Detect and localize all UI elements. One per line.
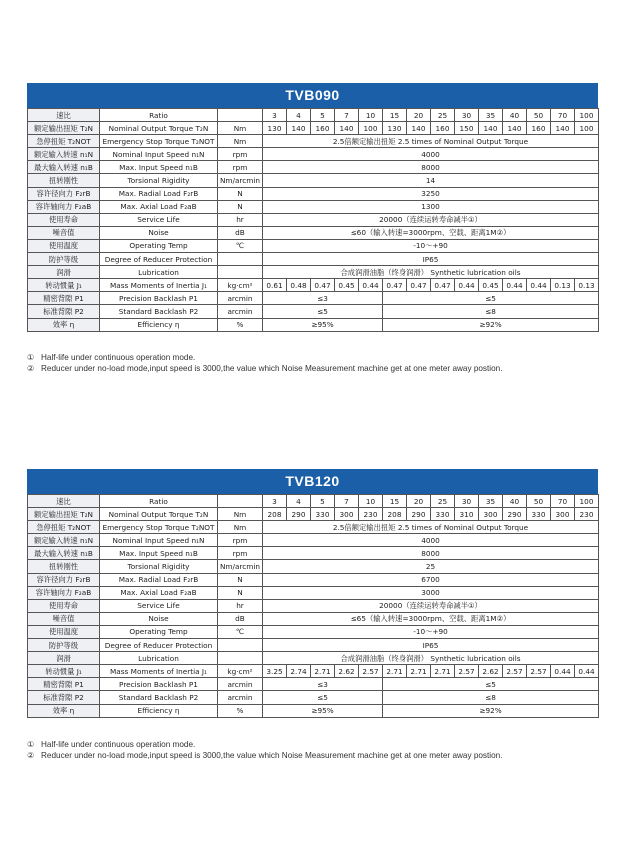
value-cell: 0.44 — [455, 279, 479, 292]
table-row-life — [28, 213, 599, 226]
row-label-en: Max. Axial Load F₂aB — [100, 200, 218, 213]
row-label-cn: 噪音值 — [28, 226, 100, 239]
ratio-header-cell: 35 — [479, 495, 503, 508]
table-row-lubrication — [28, 652, 599, 665]
row-label-cn: 容许轴向力 F₂aB — [28, 200, 100, 213]
row-unit: dB — [218, 226, 263, 239]
table-row-inertia — [28, 279, 599, 292]
value-cell-single-stage: ≤5 — [263, 691, 383, 704]
value-cell: 0.44 — [503, 279, 527, 292]
row-label-en: Service Life — [100, 213, 218, 226]
row-unit: kg·cm² — [218, 279, 263, 292]
row-unit — [218, 109, 263, 122]
value-cell: 0.44 — [527, 279, 551, 292]
row-label-en: Precision Backlash P1 — [100, 292, 218, 305]
value-cell-merged: 8000 — [263, 547, 599, 560]
value-cell: 208 — [263, 508, 287, 521]
value-cell: 0.44 — [359, 279, 383, 292]
row-label-cn: 扭转刚性 — [28, 174, 100, 187]
value-cell: 2.71 — [383, 665, 407, 678]
ratio-header-cell: 30 — [455, 109, 479, 122]
value-cell: 300 — [479, 508, 503, 521]
value-cell: 290 — [503, 508, 527, 521]
value-cell: 2.71 — [311, 665, 335, 678]
table-row-torque — [28, 508, 599, 521]
table-row-ratio — [28, 495, 599, 508]
row-label-cn: 防护等级 — [28, 639, 100, 652]
row-label-cn: 额定输入转速 n₁N — [28, 148, 100, 161]
table-row-backlash2 — [28, 691, 599, 704]
value-cell-merged: IP65 — [263, 253, 599, 266]
row-label-cn: 标准背隙 P2 — [28, 691, 100, 704]
row-label-cn: 使用温度 — [28, 625, 100, 638]
table-row-protection — [28, 639, 599, 652]
row-unit: Nm — [218, 135, 263, 148]
value-cell: 2.62 — [335, 665, 359, 678]
row-unit: N — [218, 200, 263, 213]
row-unit: % — [218, 318, 263, 331]
row-label-cn: 速比 — [28, 495, 100, 508]
table-row-axial — [28, 586, 599, 599]
ratio-header-cell: 70 — [551, 109, 575, 122]
table-row-torque — [28, 122, 599, 135]
row-unit: Nm/arcmin — [218, 560, 263, 573]
value-cell: 0.13 — [551, 279, 575, 292]
row-label-en: Ratio — [100, 109, 218, 122]
row-label-cn: 最大输入转速 n₁B — [28, 547, 100, 560]
table-row-noise — [28, 226, 599, 239]
value-cell: 150 — [455, 122, 479, 135]
row-label-en: Max. Input Speed n₁B — [100, 161, 218, 174]
value-cell: 2.71 — [407, 665, 431, 678]
value-cell: 2.57 — [455, 665, 479, 678]
value-cell-double-stage: ≥92% — [383, 704, 599, 717]
value-cell-merged: 1300 — [263, 200, 599, 213]
table-row-temp — [28, 239, 599, 252]
row-label-cn: 防护等级 — [28, 253, 100, 266]
ratio-header-cell: 40 — [503, 109, 527, 122]
value-cell: 140 — [503, 122, 527, 135]
row-unit: % — [218, 704, 263, 717]
row-label-en: Nominal Input Speed n₁N — [100, 534, 218, 547]
table-row-backlash1 — [28, 292, 599, 305]
value-cell-merged: 4000 — [263, 148, 599, 161]
value-cell-merged: 合成润滑油脂（终身润滑） Synthetic lubrication oils — [263, 266, 599, 279]
row-unit: rpm — [218, 148, 263, 161]
table-row-axial — [28, 200, 599, 213]
value-cell: 300 — [335, 508, 359, 521]
ratio-header-cell: 50 — [527, 109, 551, 122]
ratio-header-cell: 100 — [575, 495, 599, 508]
ratio-header-cell: 10 — [359, 495, 383, 508]
spec-block-tvb120 — [27, 469, 598, 718]
table-row-inertia — [28, 665, 599, 678]
value-cell-merged: 20000（连续运转寿命减半①） — [263, 213, 599, 226]
row-label-en: Lubrication — [100, 652, 218, 665]
value-cell-single-stage: ≤3 — [263, 678, 383, 691]
value-cell: 160 — [527, 122, 551, 135]
ratio-header-cell: 4 — [287, 495, 311, 508]
value-cell: 140 — [287, 122, 311, 135]
row-label-en: Degree of Reducer Protection — [100, 639, 218, 652]
row-label-en: Torsional Rigidity — [100, 174, 218, 187]
value-cell: 2.71 — [431, 665, 455, 678]
value-cell: 300 — [551, 508, 575, 521]
row-unit — [218, 266, 263, 279]
row-label-cn: 额定输入转速 n₁N — [28, 534, 100, 547]
value-cell: 0.45 — [479, 279, 503, 292]
row-label-cn: 精密背隙 P1 — [28, 292, 100, 305]
row-label-cn: 标准背隙 P2 — [28, 305, 100, 318]
row-unit: dB — [218, 612, 263, 625]
ratio-header-cell: 3 — [263, 109, 287, 122]
value-cell-single-stage: ≥95% — [263, 704, 383, 717]
table-title-banner: TVB120 — [27, 469, 598, 494]
value-cell: 0.44 — [575, 665, 599, 678]
value-cell-double-stage: ≤5 — [383, 292, 599, 305]
row-label-en: Degree of Reducer Protection — [100, 253, 218, 266]
row-unit: N — [218, 187, 263, 200]
row-label-cn: 使用寿命 — [28, 213, 100, 226]
table-title-banner: TVB090 — [27, 83, 598, 108]
row-unit: hr — [218, 213, 263, 226]
value-cell-merged: 25 — [263, 560, 599, 573]
spec-table — [27, 494, 599, 718]
value-cell: 140 — [407, 122, 431, 135]
value-cell: 330 — [311, 508, 335, 521]
value-cell: 130 — [263, 122, 287, 135]
value-cell: 2.74 — [287, 665, 311, 678]
row-unit: rpm — [218, 161, 263, 174]
table-row-noise — [28, 612, 599, 625]
value-cell-merged: 6700 — [263, 573, 599, 586]
row-label-en: Emergency Stop Torque T₂NOT — [100, 135, 218, 148]
ratio-header-cell: 20 — [407, 495, 431, 508]
value-cell: 100 — [575, 122, 599, 135]
table-row-nominal-speed — [28, 148, 599, 161]
table-row-lubrication — [28, 266, 599, 279]
row-label-cn: 容许径向力 F₂rB — [28, 187, 100, 200]
ratio-header-cell: 20 — [407, 109, 431, 122]
row-unit: arcmin — [218, 678, 263, 691]
row-unit: ℃ — [218, 239, 263, 252]
row-label-en: Max. Radial Load F₂rB — [100, 187, 218, 200]
footnote-2: ② Reducer under no-load mode,input speed is 3000,the value which Noise Measurement machine get at one meter away postion. — [27, 751, 503, 760]
row-unit: N — [218, 586, 263, 599]
value-cell: 310 — [455, 508, 479, 521]
row-label-en: Lubrication — [100, 266, 218, 279]
value-cell: 0.13 — [575, 279, 599, 292]
row-label-cn: 噪音值 — [28, 612, 100, 625]
value-cell-merged: ≤60（输入转速=3000rpm、空载、距离1M②） — [263, 226, 599, 239]
row-unit: hr — [218, 599, 263, 612]
table-row-rigidity — [28, 560, 599, 573]
value-cell-merged: 14 — [263, 174, 599, 187]
value-cell: 140 — [335, 122, 359, 135]
value-cell: 0.47 — [431, 279, 455, 292]
row-label-en: Emergency Stop Torque T₂NOT — [100, 521, 218, 534]
ratio-header-cell: 5 — [311, 109, 335, 122]
value-cell: 290 — [407, 508, 431, 521]
row-label-cn: 效率 η — [28, 318, 100, 331]
row-label-en: Nominal Output Torque T₂N — [100, 122, 218, 135]
table-row-nominal-speed — [28, 534, 599, 547]
ratio-header-cell: 40 — [503, 495, 527, 508]
value-cell-merged: 4000 — [263, 534, 599, 547]
row-label-cn: 急停扭矩 T₂NOT — [28, 521, 100, 534]
table-row-radial — [28, 573, 599, 586]
row-label-en: Max. Axial Load F₂aB — [100, 586, 218, 599]
value-cell-merged: 8000 — [263, 161, 599, 174]
row-label-cn: 润滑 — [28, 266, 100, 279]
ratio-header-cell: 3 — [263, 495, 287, 508]
row-label-en: Torsional Rigidity — [100, 560, 218, 573]
value-cell: 2.57 — [503, 665, 527, 678]
footnote-1: ① Half-life under continuous operation mode. — [27, 353, 196, 362]
value-cell-single-stage: ≤3 — [263, 292, 383, 305]
value-cell-single-stage: ≤5 — [263, 305, 383, 318]
ratio-header-cell: 10 — [359, 109, 383, 122]
footnotes-tvb120 — [27, 739, 503, 761]
ratio-header-cell: 100 — [575, 109, 599, 122]
ratio-header-cell: 4 — [287, 109, 311, 122]
row-label-cn: 容许轴向力 F₂aB — [28, 586, 100, 599]
ratio-header-cell: 7 — [335, 109, 359, 122]
table-row-life — [28, 599, 599, 612]
value-cell: 0.47 — [407, 279, 431, 292]
value-cell: 290 — [287, 508, 311, 521]
value-cell-merged: ≤65（输入转速=3000rpm、空载、距离1M②） — [263, 612, 599, 625]
row-label-cn: 精密背隙 P1 — [28, 678, 100, 691]
row-label-cn: 润滑 — [28, 652, 100, 665]
row-unit — [218, 253, 263, 266]
row-label-cn: 使用温度 — [28, 239, 100, 252]
table-row-efficiency — [28, 318, 599, 331]
row-label-cn: 额定输出扭矩 T₂N — [28, 122, 100, 135]
value-cell: 140 — [479, 122, 503, 135]
value-cell: 3.25 — [263, 665, 287, 678]
row-unit: Nm — [218, 508, 263, 521]
value-cell-double-stage: ≥92% — [383, 318, 599, 331]
row-unit: arcmin — [218, 292, 263, 305]
row-label-cn: 使用寿命 — [28, 599, 100, 612]
row-label-cn: 转动惯量 J₁ — [28, 279, 100, 292]
table-row-estop — [28, 135, 599, 148]
row-label-en: Max. Radial Load F₂rB — [100, 573, 218, 586]
row-label-en: Efficiency η — [100, 704, 218, 717]
value-cell: 130 — [383, 122, 407, 135]
table-row-temp — [28, 625, 599, 638]
row-label-cn: 最大输入转速 n₁B — [28, 161, 100, 174]
value-cell: 208 — [383, 508, 407, 521]
value-cell-merged: 20000（连续运转寿命减半①） — [263, 599, 599, 612]
value-cell-merged: -10～+90 — [263, 625, 599, 638]
value-cell-merged: 2.5倍额定输出扭矩 2.5 times of Nominal Output Torque — [263, 135, 599, 148]
ratio-header-cell: 7 — [335, 495, 359, 508]
ratio-header-cell: 5 — [311, 495, 335, 508]
row-label-en: Nominal Output Torque T₂N — [100, 508, 218, 521]
value-cell-double-stage: ≤5 — [383, 678, 599, 691]
value-cell: 230 — [575, 508, 599, 521]
row-unit: Nm — [218, 521, 263, 534]
row-label-en: Operating Temp — [100, 239, 218, 252]
row-label-en: Standard Backlash P2 — [100, 691, 218, 704]
value-cell: 0.47 — [311, 279, 335, 292]
value-cell-merged: -10～+90 — [263, 239, 599, 252]
row-label-cn: 转动惯量 J₁ — [28, 665, 100, 678]
value-cell: 0.61 — [263, 279, 287, 292]
value-cell: 160 — [431, 122, 455, 135]
table-row-estop — [28, 521, 599, 534]
row-label-cn: 扭转刚性 — [28, 560, 100, 573]
value-cell: 2.57 — [359, 665, 383, 678]
value-cell: 2.57 — [527, 665, 551, 678]
row-label-cn: 速比 — [28, 109, 100, 122]
footnote-2: ② Reducer under no-load mode,input speed is 3000,the value which Noise Measurement machine get at one meter away postion. — [27, 364, 503, 373]
row-unit: kg·cm² — [218, 665, 263, 678]
value-cell-merged: 合成润滑油脂（终身润滑） Synthetic lubrication oils — [263, 652, 599, 665]
value-cell-merged: 3250 — [263, 187, 599, 200]
ratio-header-cell: 35 — [479, 109, 503, 122]
value-cell: 0.47 — [383, 279, 407, 292]
ratio-header-cell: 25 — [431, 109, 455, 122]
row-label-cn: 额定输出扭矩 T₂N — [28, 508, 100, 521]
row-label-en: Noise — [100, 612, 218, 625]
row-label-en: Nominal Input Speed n₁N — [100, 148, 218, 161]
value-cell-double-stage: ≤8 — [383, 305, 599, 318]
row-unit — [218, 495, 263, 508]
row-label-en: Mass Moments of Inertia J₁ — [100, 279, 218, 292]
ratio-header-cell: 25 — [431, 495, 455, 508]
row-unit: rpm — [218, 547, 263, 560]
value-cell-merged: IP65 — [263, 639, 599, 652]
row-label-cn: 急停扭矩 T₂NOT — [28, 135, 100, 148]
row-label-en: Efficiency η — [100, 318, 218, 331]
row-unit: rpm — [218, 534, 263, 547]
table-row-protection — [28, 253, 599, 266]
row-label-en: Ratio — [100, 495, 218, 508]
value-cell: 140 — [551, 122, 575, 135]
row-unit — [218, 652, 263, 665]
value-cell: 0.45 — [335, 279, 359, 292]
row-unit: Nm/arcmin — [218, 174, 263, 187]
row-unit: N — [218, 573, 263, 586]
ratio-header-cell: 50 — [527, 495, 551, 508]
row-unit — [218, 639, 263, 652]
footnotes-tvb090 — [27, 352, 503, 374]
row-label-cn: 效率 η — [28, 704, 100, 717]
table-row-backlash2 — [28, 305, 599, 318]
value-cell: 2.62 — [479, 665, 503, 678]
row-label-en: Service Life — [100, 599, 218, 612]
value-cell: 330 — [527, 508, 551, 521]
value-cell-single-stage: ≥95% — [263, 318, 383, 331]
row-unit: arcmin — [218, 305, 263, 318]
row-unit: ℃ — [218, 625, 263, 638]
table-row-rigidity — [28, 174, 599, 187]
spec-block-tvb090 — [27, 83, 598, 332]
ratio-header-cell: 15 — [383, 109, 407, 122]
table-row-max-speed — [28, 547, 599, 560]
value-cell: 0.48 — [287, 279, 311, 292]
value-cell-merged: 3000 — [263, 586, 599, 599]
row-label-en: Standard Backlash P2 — [100, 305, 218, 318]
row-label-en: Max. Input Speed n₁B — [100, 547, 218, 560]
ratio-header-cell: 70 — [551, 495, 575, 508]
value-cell: 0.44 — [551, 665, 575, 678]
value-cell-merged: 2.5倍额定输出扭矩 2.5 times of Nominal Output Torque — [263, 521, 599, 534]
value-cell: 160 — [311, 122, 335, 135]
row-label-en: Operating Temp — [100, 625, 218, 638]
row-label-cn: 容许径向力 F₂rB — [28, 573, 100, 586]
row-unit: Nm — [218, 122, 263, 135]
footnote-1: ① Half-life under continuous operation mode. — [27, 740, 196, 749]
ratio-header-cell: 30 — [455, 495, 479, 508]
value-cell: 330 — [431, 508, 455, 521]
row-unit: arcmin — [218, 691, 263, 704]
table-row-radial — [28, 187, 599, 200]
table-row-ratio — [28, 109, 599, 122]
value-cell: 100 — [359, 122, 383, 135]
table-row-backlash1 — [28, 678, 599, 691]
table-row-max-speed — [28, 161, 599, 174]
spec-table — [27, 108, 599, 332]
table-row-efficiency — [28, 704, 599, 717]
row-label-en: Mass Moments of Inertia J₁ — [100, 665, 218, 678]
value-cell: 230 — [359, 508, 383, 521]
row-label-en: Noise — [100, 226, 218, 239]
row-label-en: Precision Backlash P1 — [100, 678, 218, 691]
ratio-header-cell: 15 — [383, 495, 407, 508]
value-cell-double-stage: ≤8 — [383, 691, 599, 704]
